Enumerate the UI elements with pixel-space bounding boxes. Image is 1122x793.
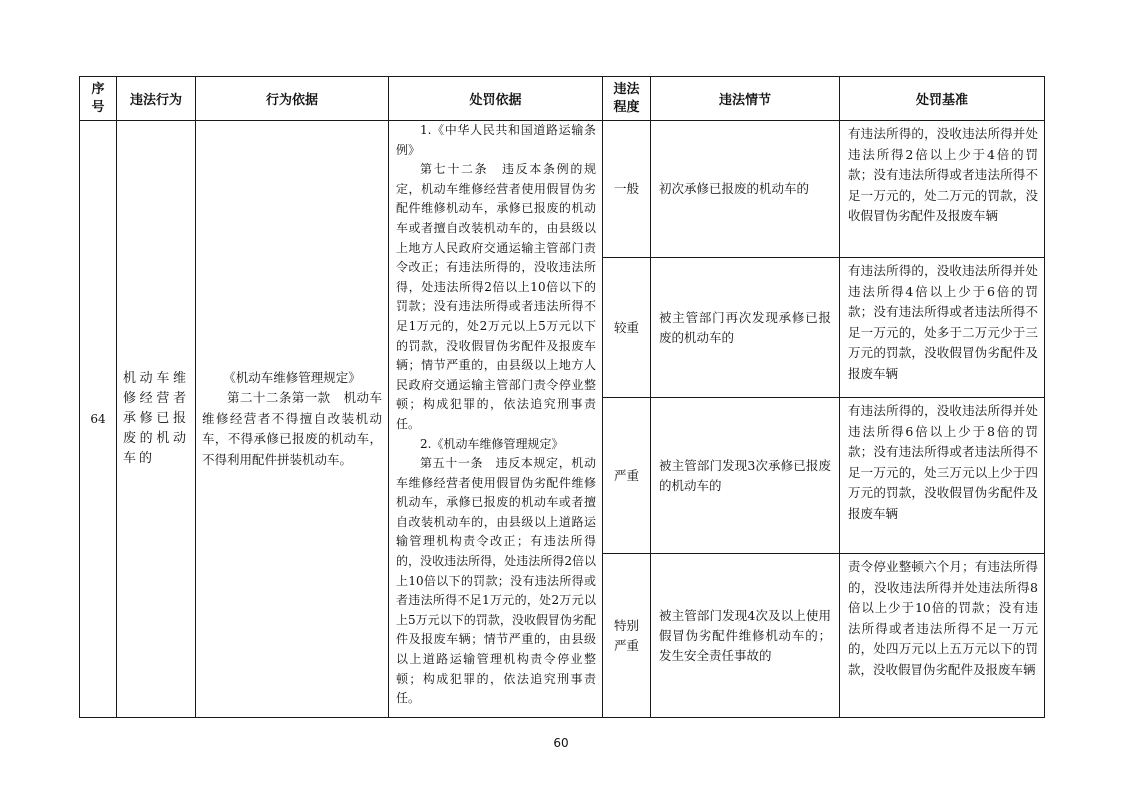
degree-serious-label: 较重 (613, 319, 639, 335)
header-seq (80, 77, 117, 121)
standard-extremely-severe: 责令停业整顿六个月；有违法所得的，没收违法所得并处违法所得8倍以上少于10倍的罚款；没有违法所得或者违法所得不足一万元的，处四万元以上五万元以下的罚款，没收假冒伪劣配件及报废车辆 (840, 554, 1045, 718)
penalty-basis-item2-title: 2.《机动车维修管理规定》 (420, 436, 564, 451)
header-degree (603, 77, 651, 121)
circumstance-extremely-severe: 被主管部门发现4次及以上使用假冒伪劣配件维修机动车的；发生安全责任事故的 (651, 554, 840, 718)
penalty-basis-item1-text: 第七十二条 违反本条例的规定，机动车维修经营者使用假冒伪劣配件维修机动车，承修已报废的机动车或者擅自改装机动车的，由县级以上地方人民政府交通运输主管部门责令改正；有违法所得的，没收违法所得，处违法所得2倍以上10倍以下的罚款；没有违法所得或者违法所得不足1万元的，处2万元以上5万元以下的罚款，没收假冒伪劣配件及报废车辆；情节严重的，由县级以上地方人民政府交通运输主管部门责令停业整顿；构成犯罪的，依法追究刑事责任。 (396, 162, 596, 431)
degree-extremely-severe-line2: 严重 (613, 637, 639, 653)
header-standard: 处罚基准 (840, 77, 1045, 121)
penalty-standard-table (79, 76, 1045, 718)
standard-severe: 有违法所得的，没收违法所得并处违法所得6倍以上少于8倍的罚款；没有违法所得或者违法所得不足一万元的，处三万元以上少于四万元的罚款，没收假冒伪劣配件及报废车辆 (840, 398, 1045, 554)
degree-extremely-severe-line1: 特别 (613, 617, 639, 633)
header-circumstance: 违法情节 (651, 77, 840, 121)
penalty-basis-item1-title: 1.《中华人民共和国道路运输条例》 (396, 123, 596, 157)
behavior-basis-title: 《机动车维修管理规定》 (223, 369, 361, 385)
degree-extremely-severe (603, 554, 651, 718)
degree-general (603, 121, 651, 258)
row-number: 64 (80, 121, 117, 718)
degree-severe (603, 398, 651, 554)
header-degree-line2: 程度 (613, 99, 640, 115)
degree-general-label: 一般 (613, 181, 639, 196)
header-behavior-basis: 行为依据 (196, 77, 389, 121)
header-penalty-basis: 处罚依据 (389, 77, 603, 121)
header-violation: 违法行为 (117, 77, 196, 121)
penalty-basis-item2-text: 第五十一条 违反本规定，机动车维修经营者使用假冒伪劣配件维修机动车，承修已报废的机动车或者擅自改装机动车的，由县级以上道路运输管理机构责令改正；有违法所得的，没收违法所得，处违法所得2倍以上10倍以下的罚款；没有违法所得或者违法所得不足1万元的，处2万元以上5万元以下的罚款，没收假冒伪劣配件及报废车辆；情节严重的，由县级以上道路运输管理机构责令停业整顿；构成犯罪的，依法追究刑事责任。 (396, 456, 596, 706)
circumstance-general: 初次承修已报废的机动车的 (651, 121, 840, 258)
degree-severe-label: 严重 (613, 467, 639, 483)
degree-serious (603, 258, 651, 398)
header-row (80, 77, 1045, 121)
standard-general: 有违法所得的，没收违法所得并处违法所得2倍以上少于4倍的罚款；没有违法所得或者违法所得不足一万元的，处二万元的罚款，没收假冒伪劣配件及报废车辆 (840, 121, 1045, 258)
behavior-basis-text: 第二十二条第一款 机动车维修经营者不得擅自改装机动车，不得承修已报废的机动车，不得利用配件拼装机动车。 (202, 390, 382, 467)
header-seq-line2: 号 (91, 99, 105, 115)
standard-serious: 有违法所得的，没收违法所得并处违法所得4倍以上少于6倍的罚款；没有违法所得或者违法所得不足一万元的，处多于二万元少于三万元的罚款，没收假冒伪劣配件及报废车辆 (840, 258, 1045, 398)
circumstance-serious: 被主管部门再次发现承修已报废的机动车的 (651, 258, 840, 398)
header-seq-line1: 序 (91, 81, 105, 97)
violation-text: 机动车维修经营者承修已报废的机动车的 (117, 121, 196, 718)
circumstance-severe: 被主管部门发现3次承修已报废的机动车的 (651, 398, 840, 554)
header-degree-line1: 违法 (613, 81, 640, 97)
penalty-basis-cell (389, 121, 603, 718)
page-number: 60 (553, 736, 569, 750)
table-row (80, 121, 1045, 258)
behavior-basis-cell (196, 121, 389, 718)
